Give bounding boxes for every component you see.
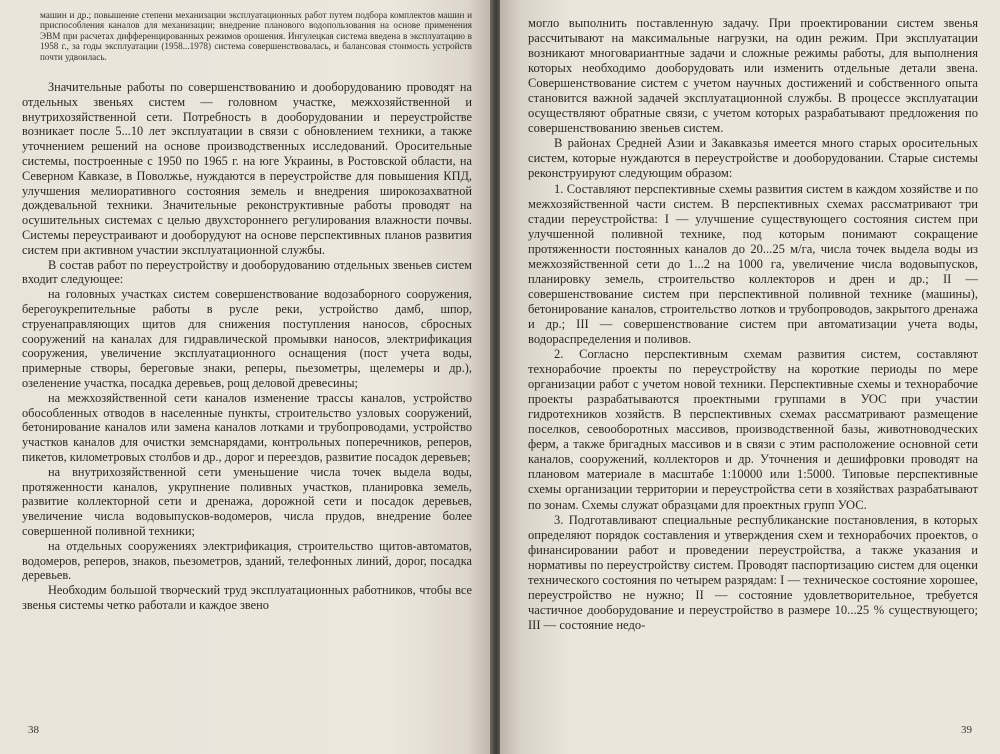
left-page [0, 0, 492, 754]
paragraph: 1. Составляют перспективные схемы развития систем в каждом хозяйстве и по межхозяйственной части систем. В перспективных схемах рассматривают три стадии переустройства: I — улучшение существующего состояния систем при улучшенной поливной технике, под которым понимают сокращение протяженности постоянных каналов до 20...25 м/га, числа точек выдела воды из межхозяйственной сети до 1...2 на 1000 га, увеличение числа водовыпусков, планировку земель, строительство коллекторов и дрен и др.; II — совершенствование систем при перспективной поливной технике (машины), бетонирование каналов, строительство лотков и трубопроводов, закрытого дренажа и др.; III — совершенствование систем при автоматизации учета воды, водораспределения и поливов. [528, 181, 978, 346]
paragraph: В районах Средней Азии и Закавказья имеется много старых оросительных систем, которые нуждаются в переустройстве и дооборудовании. Старые системы реконструируют следующим образом: [528, 136, 978, 181]
right-page [500, 0, 1000, 754]
page-number: 38 [28, 724, 39, 736]
paragraph: на отдельных сооружениях электрификация, строительство щитов-автоматов, водомеров, реперов, знаков, пьезометров, зданий, телефонных линий, дорог, посадка деревьев. [22, 538, 472, 583]
paragraph: на внутрихозяйственной сети уменьшение числа точек выдела воды, протяженности каналов, укрупнение поливных участков, планировка земель, развитие коллекторной сети и дренажа, дорожной сети и посадок деревьев, увеличение числа водовыпусков-водомеров, числа прудов, внедрение более совершенной поливной техники; [22, 464, 472, 538]
paragraph: 3. Подготавливают специальные республиканские постановления, в которых определяют порядок составления и утверждения схем и технорабочих проектов, о финансировании работ и проведении переустройства, а также указания и нормативы по переустройству систем. Проводят паспортизацию систем для оценки технического состояния по четырем разрядам: I — техническое состояние хорошее, переустройство не нужно; II — состояние удовлетворительное, требуется частичное дооборудование и переустройство в размере 10...25 % существующего; III — состояние недо- [528, 512, 978, 632]
page-number: 39 [961, 724, 972, 736]
paragraph: 2. Согласно перспективным схемам развития систем, составляют технорабочие проекты по переустройству на короткие периоды по мере организации работ с учетом новой техники. Перспективные схемы и технорабочие проекты разрабатываются проектными группами в УОС при участии гидротехников хозяйств. В перспективных схемах рассматривают размещение поселков, севооборотных массивов, производственной базы, животноводческих ферм, а также бригадных массивов и в связи с этим расположение основной сети каналов, сооружений, коллекторов и др. Уточнения и дешифровки проводят на плановом материале в масштабе 1:10000 или 1:5000. Типовые перспективные схемы организации территории и переустройства сети в хозяйствах разрабатывают по зонам. Схемы служат образцами для проектных групп УОС. [528, 347, 978, 512]
paragraph: В состав работ по переустройству и дооборудованию отдельных звеньев систем входит следующее: [22, 257, 472, 287]
right-page-body [528, 16, 978, 633]
footnote: машин и др.; повышение степени механизации эксплуатационных работ путем подбора комплектов машин и приспособления каналов для механизации; внедрение планового водопользования на основе применения ЭВМ при расчетах дифференцированных режимов орошения. Ингулецкая система введена в эксплуатацию в 1958 г., за годы эксплуатации (1958...1978) система совершенствовалась, и балансовая стоимость устройств почти удвоилась. [40, 10, 472, 62]
paragraph: Значительные работы по совершенствованию и дооборудованию проводят на отдельных звеньях систем — головном участке, межхозяйственной и внутрихозяйственной сети. Потребность в дооборудовании и переустройстве возникает после 5...10 лет эксплуатации в связи с обновлением техники, а также уточнением решений на основе производственных исследований. Оросительные системы, построенные с 1950 по 1965 г. на юге Украины, в Ростовской области, на Северном Кавказе, в Поволжье, нуждаются в переустройстве для повышения КПД, улучшения мелиоративного состояния земель и внедрения широкозахватной дождевальной техники. Значительные реконструктивные работы проводят на осушительных системах с целью двухстороннего регулирования влажности почвы. Системы переустраивают и дооборудуют на основе перспективных планов развития систем при активном участии эксплуатационной службы. [22, 80, 472, 257]
paragraph: Необходим большой творческий труд эксплуатационных работников, чтобы все звенья системы четко работали и каждое звено [22, 583, 472, 612]
left-page-body [22, 80, 472, 613]
paragraph: на межхозяйственной сети каналов изменение трассы каналов, устройство обособленных отводов в населенные пункты, строительство узловых сооружений, бетонирование каналов или замена каналов лотками и трубопроводами, устройство участков каналов для очистки земснарядами, контрольных поперечников, реперов, пикетов, километровых столбов и др., дорог и переездов, развитие посадок деревьев; [22, 390, 472, 464]
paragraph: на головных участках систем совершенствование водозаборного сооружения, берегоукрепительные работы в русле реки, устройство дамб, шпор, струенаправляющих щитов для снижения поступления наносов, сбросных сооружений на каналах для гидравлической промывки наносов, электрификация сооружения, увеличение эксплуатационного оснащения (пост учета воды, примерные створы, береговые знаки, реперы, пьезометры, щелемеры и др.), озеленение участка, посадка деревьев, рощ деловой древесины; [22, 287, 472, 390]
paragraph: могло выполнить поставленную задачу. При проектировании систем звенья рассчитывают на максимальные нагрузки, на один режим. При эксплуатации возникают многовариантные задачи и сложные режимы работы, для выполнения которых необходимо дооборудовать или изменить отдельные детали звена. Совершенствование систем с учетом научных достижений и собственного опыта становится важной задачей эксплуатационной службы. В процессе эксплуатации осуществляют обратные связи, с учетом которых разрабатывают предложения по совершенствованию звеньев систем. [528, 16, 978, 136]
